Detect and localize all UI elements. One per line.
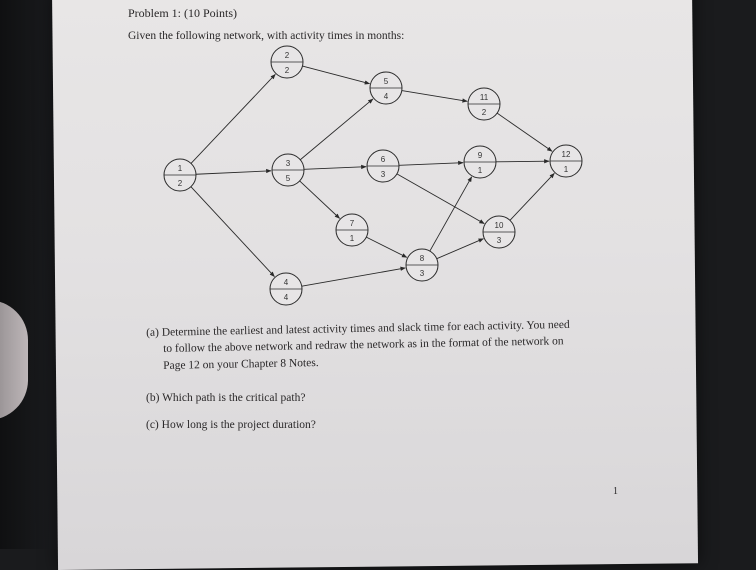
edge-3-5 xyxy=(300,99,373,160)
edge-6-10 xyxy=(397,174,484,224)
edge-3-6 xyxy=(304,167,366,170)
node-id-label: 5 xyxy=(383,77,389,86)
edge-1-4 xyxy=(191,187,275,277)
node-11 xyxy=(468,88,500,120)
edge-8-10 xyxy=(437,239,484,259)
problem-title: Problem 1: (10 Points) xyxy=(128,6,238,20)
node-10 xyxy=(483,216,515,248)
node-time-label: 3 xyxy=(496,236,502,245)
node-id-label: 4 xyxy=(283,278,289,287)
node-time-label: 2 xyxy=(284,66,290,75)
edge-3-7 xyxy=(300,181,340,218)
node-id-label: 6 xyxy=(380,155,386,164)
node-id-label: 11 xyxy=(479,93,489,102)
node-6 xyxy=(367,150,399,182)
node-time-label: 1 xyxy=(477,166,483,175)
node-5 xyxy=(370,72,402,104)
edge-11-12 xyxy=(497,113,552,151)
edge-2-5 xyxy=(302,66,369,84)
node-time-label: 5 xyxy=(285,174,291,183)
edge-10-12 xyxy=(510,173,554,220)
node-time-label: 1 xyxy=(563,165,569,174)
edge-5-11 xyxy=(402,91,467,102)
node-time-label: 2 xyxy=(177,179,183,188)
node-8 xyxy=(406,249,438,281)
edge-6-9 xyxy=(399,163,463,166)
node-12 xyxy=(550,145,582,177)
node-id-label: 8 xyxy=(419,254,425,263)
node-7 xyxy=(336,214,368,246)
node-time-label: 4 xyxy=(383,92,389,101)
node-time-label: 2 xyxy=(481,108,487,117)
node-id-label: 7 xyxy=(349,219,355,228)
edge-4-8 xyxy=(302,268,406,286)
node-time-label: 3 xyxy=(380,170,386,179)
edge-1-3 xyxy=(196,171,271,174)
node-9 xyxy=(464,146,496,178)
node-id-label: 9 xyxy=(477,151,483,160)
node-id-label: 3 xyxy=(285,159,291,168)
question-a-line3: Page 12 on your Chapter 8 Notes. xyxy=(163,357,319,372)
node-time-label: 3 xyxy=(419,269,425,278)
edge-8-9 xyxy=(430,177,472,251)
edge-1-2 xyxy=(191,74,275,163)
node-id-label: 2 xyxy=(284,51,290,60)
edge-7-8 xyxy=(366,237,406,257)
node-3 xyxy=(272,154,304,186)
node-2 xyxy=(271,46,303,78)
node-time-label: 4 xyxy=(283,293,289,302)
question-a-line2: to follow the above network and redraw the network as in the format of the network on xyxy=(163,335,564,355)
edge-9-12 xyxy=(496,161,549,162)
question-c: (c) How long is the project duration? xyxy=(146,419,316,431)
node-time-label: 1 xyxy=(349,234,355,243)
node-1 xyxy=(164,159,196,191)
intro-text: Given the following network, with activity times in months: xyxy=(128,30,405,42)
node-id-label: 10 xyxy=(494,221,504,230)
node-id-label: 12 xyxy=(561,150,571,159)
question-b: (b) Which path is the critical path? xyxy=(146,392,306,404)
node-4 xyxy=(270,273,302,305)
page-number: 1 xyxy=(613,486,618,497)
node-id-label: 1 xyxy=(177,164,183,173)
question-a-line1: (a) Determine the earliest and latest activity times and slack time for each activity. You need xyxy=(146,318,570,339)
